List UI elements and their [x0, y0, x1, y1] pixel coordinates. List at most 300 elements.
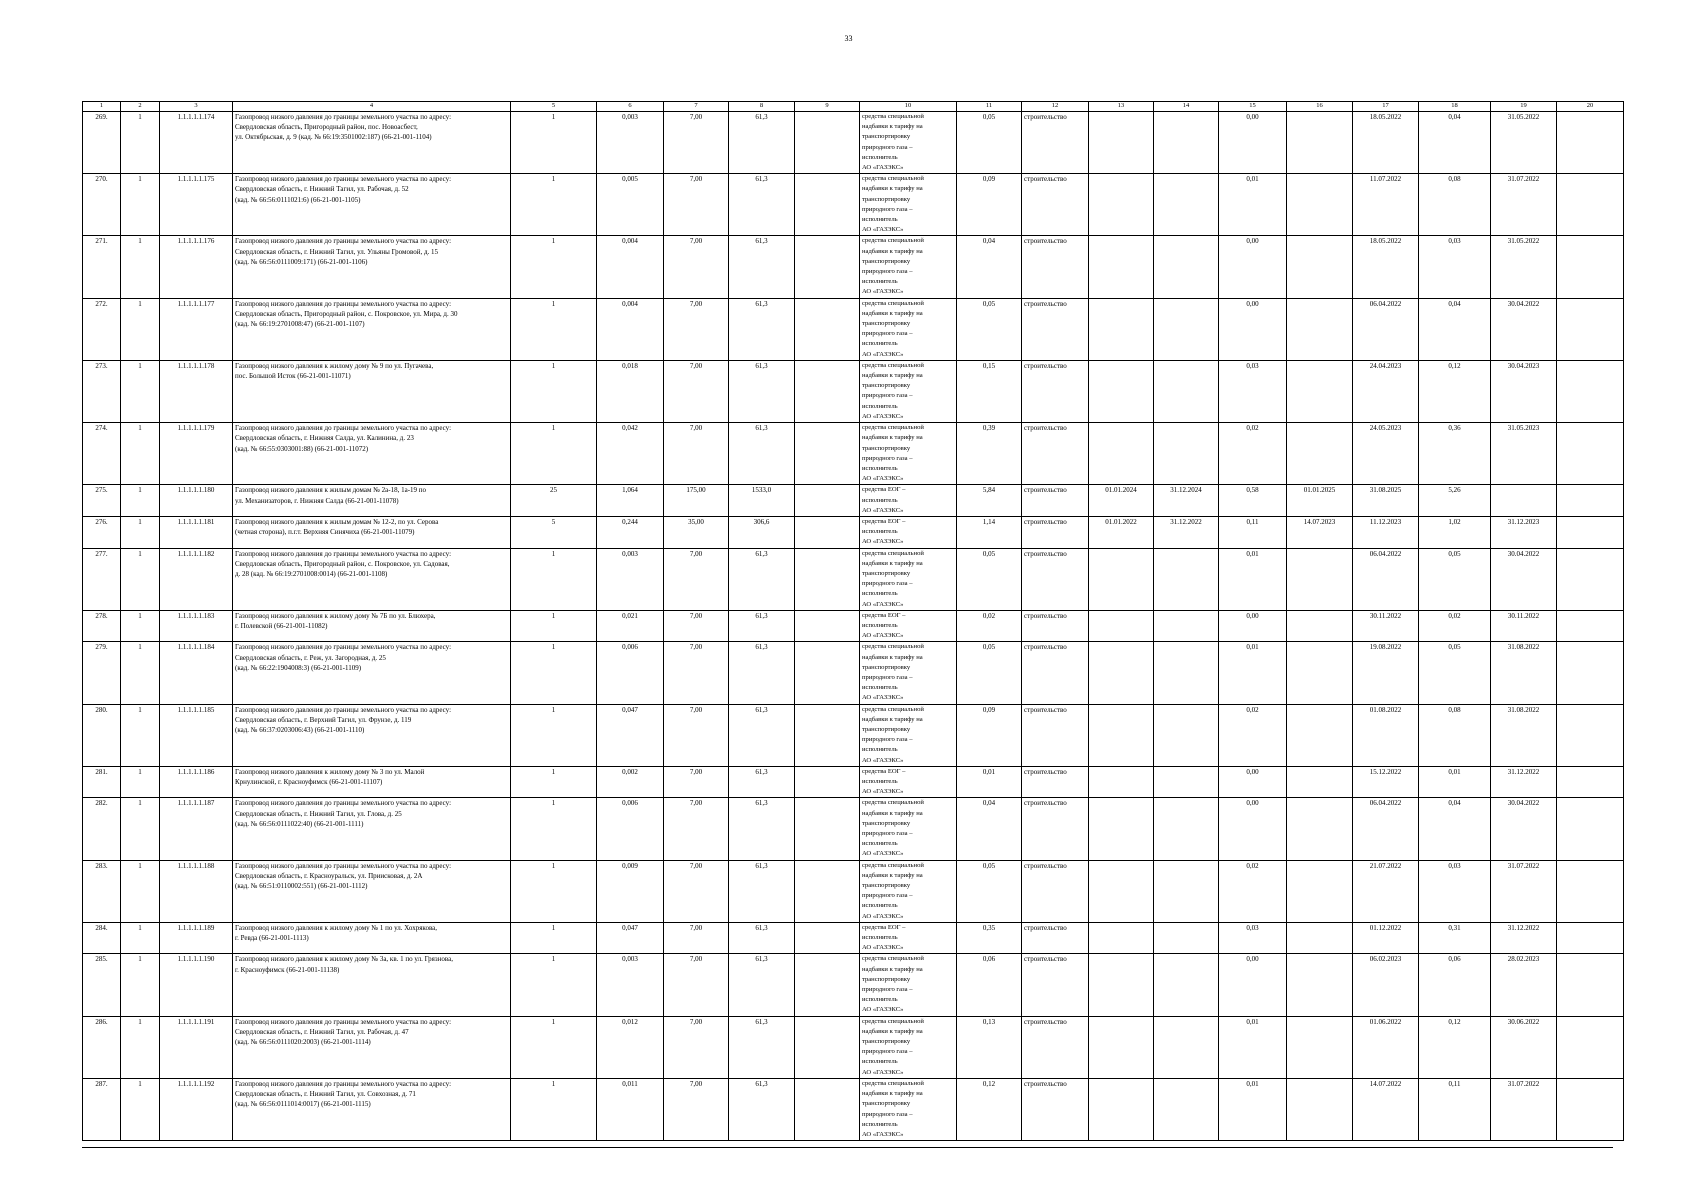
col-18-value: 0,08 — [1419, 704, 1491, 766]
col-17-date: 30.11.2022 — [1353, 610, 1419, 642]
col-14-date — [1154, 798, 1219, 860]
col-13-date — [1089, 423, 1154, 485]
col-7-value: 7,00 — [664, 1078, 729, 1140]
project-code: 1.1.1.1.1.176 — [160, 236, 233, 298]
col-7-value: 7,00 — [664, 642, 729, 704]
col-8-value: 61,3 — [729, 954, 795, 1016]
col-16-date — [1287, 174, 1353, 236]
project-description: Газопровод низкого давления до границы земельного участка по адресу: Свердловская область, г. Нижняя Салда, ул. Калинина, д. 23 (кад. № 66:55:0303001:88) (66-21-001-11072) — [233, 423, 511, 485]
project-code: 1.1.1.1.1.181 — [160, 516, 233, 548]
financing-source: средства специальной надбавки к тарифу на транспортировку природного газа – исполнитель АО «ГАЗЭКС» — [860, 1078, 957, 1140]
work-type: строительство — [1022, 298, 1089, 360]
col-18-value: 0,36 — [1419, 423, 1491, 485]
col-7-value: 7,00 — [664, 112, 729, 174]
project-code: 1.1.1.1.1.179 — [160, 423, 233, 485]
work-type: строительство — [1022, 704, 1089, 766]
project-code: 1.1.1.1.1.192 — [160, 1078, 233, 1140]
col-14-date — [1154, 174, 1219, 236]
col-5-value: 1 — [511, 423, 597, 485]
work-type: строительство — [1022, 548, 1089, 610]
project-description: Газопровод низкого давления к жилым домам № 2а-18, 1а-19 по ул. Механизаторов, г. Нижняя Салда (66-21-001-11078) — [233, 485, 511, 517]
col-16-date — [1287, 1078, 1353, 1140]
col-9-value — [795, 174, 860, 236]
col-17-date: 31.08.2025 — [1353, 485, 1419, 517]
col-9-value — [795, 548, 860, 610]
column-header-19: 19 — [1491, 102, 1557, 112]
col-8-value: 61,3 — [729, 298, 795, 360]
row-number: 276. — [83, 516, 121, 548]
row-number: 275. — [83, 485, 121, 517]
col-15-value: 0,02 — [1219, 704, 1287, 766]
col-2-value: 1 — [121, 360, 160, 422]
row-number: 280. — [83, 704, 121, 766]
col-18-value: 0,11 — [1419, 1078, 1491, 1140]
col-11-value: 0,09 — [957, 174, 1022, 236]
col-13-date — [1089, 548, 1154, 610]
col-9-value — [795, 485, 860, 517]
col-2-value: 1 — [121, 112, 160, 174]
project-description: Газопровод низкого давления к жилому дому № 9 по ул. Пугачева, пос. Большой Исток (66-21-001-11071) — [233, 360, 511, 422]
row-number: 287. — [83, 1078, 121, 1140]
col-13-date — [1089, 112, 1154, 174]
column-header-12: 12 — [1022, 102, 1089, 112]
col-15-value: 0,00 — [1219, 766, 1287, 798]
col-5-value: 1 — [511, 174, 597, 236]
financing-source: средства ЕОГ – исполнитель АО «ГАЗЭКС» — [860, 766, 957, 798]
col-11-value: 0,06 — [957, 954, 1022, 1016]
row-number: 285. — [83, 954, 121, 1016]
col-15-value: 0,00 — [1219, 610, 1287, 642]
col-19-date: 31.08.2022 — [1491, 642, 1557, 704]
row-number: 283. — [83, 860, 121, 922]
col-6-value: 0,006 — [597, 642, 664, 704]
col-11-value: 0,01 — [957, 766, 1022, 798]
col-20-value — [1557, 610, 1624, 642]
work-type: строительство — [1022, 922, 1089, 954]
project-description: Газопровод низкого давления до границы земельного участка по адресу: Свердловская область, г. Красноуральск, ул. Приисковая, д. 2А (кад. № 66:51:0110002:551) (66-21-001-1112) — [233, 860, 511, 922]
financing-source: средства специальной надбавки к тарифу на транспортировку природного газа – исполнитель АО «ГАЗЭКС» — [860, 548, 957, 610]
col-19-date: 30.04.2022 — [1491, 298, 1557, 360]
col-19-date: 30.11.2022 — [1491, 610, 1557, 642]
col-16-date — [1287, 704, 1353, 766]
work-type: строительство — [1022, 485, 1089, 517]
col-11-value: 0,05 — [957, 642, 1022, 704]
work-type: строительство — [1022, 1078, 1089, 1140]
col-20-value — [1557, 642, 1624, 704]
table-row — [83, 704, 1624, 766]
work-type: строительство — [1022, 236, 1089, 298]
project-description: Газопровод низкого давления до границы земельного участка по адресу: Свердловская область, Пригородный район, с. Покровское, ул. Мира, д. 30 (кад. № 66:19:2701008:47) (66-21-001-1107) — [233, 298, 511, 360]
col-8-value: 61,3 — [729, 922, 795, 954]
project-description: Газопровод низкого давления к жилому дому № 7Б по ул. Блюхера, г. Полевской (66-21-001-11082) — [233, 610, 511, 642]
col-11-value: 0,04 — [957, 798, 1022, 860]
column-header-10: 10 — [860, 102, 957, 112]
col-9-value — [795, 798, 860, 860]
project-description: Газопровод низкого давления до границы земельного участка по адресу: Свердловская область, г. Нижний Тагил, ул. Ульяны Громовой, д. 15 (кад. № 66:56:0111009:171) (66-21-001-1106) — [233, 236, 511, 298]
col-19-date — [1491, 485, 1557, 517]
col-20-value — [1557, 298, 1624, 360]
financing-source: средства специальной надбавки к тарифу на транспортировку природного газа – исполнитель АО «ГАЗЭКС» — [860, 860, 957, 922]
col-8-value: 61,3 — [729, 112, 795, 174]
column-header-4: 4 — [233, 102, 511, 112]
col-13-date — [1089, 236, 1154, 298]
row-number: 282. — [83, 798, 121, 860]
col-7-value: 7,00 — [664, 1016, 729, 1078]
col-16-date — [1287, 610, 1353, 642]
col-8-value: 61,3 — [729, 766, 795, 798]
col-15-value: 0,03 — [1219, 922, 1287, 954]
col-20-value — [1557, 423, 1624, 485]
work-type: строительство — [1022, 954, 1089, 1016]
col-15-value: 0,02 — [1219, 860, 1287, 922]
col-5-value: 1 — [511, 1016, 597, 1078]
col-19-date: 31.12.2023 — [1491, 516, 1557, 548]
col-11-value: 1,14 — [957, 516, 1022, 548]
project-description: Газопровод низкого давления до границы земельного участка по адресу: Свердловская область, г. Реж, ул. Загородная, д. 25 (кад. № 66:22:1904008:3) (66-21-001-1109) — [233, 642, 511, 704]
table-row — [83, 360, 1624, 422]
column-header-20: 20 — [1557, 102, 1624, 112]
col-6-value: 0,005 — [597, 174, 664, 236]
project-code: 1.1.1.1.1.177 — [160, 298, 233, 360]
col-9-value — [795, 236, 860, 298]
project-description: Газопровод низкого давления до границы земельного участка по адресу: Свердловская область, г. Нижний Тагил, ул. Совхозная, д. 71 (кад. № 66:56:0111014:0017) (66-21-001-1115) — [233, 1078, 511, 1140]
col-14-date — [1154, 236, 1219, 298]
col-16-date — [1287, 922, 1353, 954]
column-header-3: 3 — [160, 102, 233, 112]
col-18-value: 0,01 — [1419, 766, 1491, 798]
project-description: Газопровод низкого давления до границы земельного участка по адресу: Свердловская область, г. Нижний Тагил, ул. Глова, д. 25 (кад. № 66:56:0111022:40) (66-21-001-1111) — [233, 798, 511, 860]
column-header-17: 17 — [1353, 102, 1419, 112]
col-18-value: 0,03 — [1419, 236, 1491, 298]
col-14-date: 31.12.2024 — [1154, 485, 1219, 517]
table-body — [83, 102, 1624, 1141]
work-type: строительство — [1022, 860, 1089, 922]
financing-source: средства ЕОГ – исполнитель АО «ГАЗЭКС» — [860, 610, 957, 642]
col-16-date: 01.01.2025 — [1287, 485, 1353, 517]
col-20-value — [1557, 922, 1624, 954]
financing-source: средства специальной надбавки к тарифу на транспортировку природного газа – исполнитель АО «ГАЗЭКС» — [860, 704, 957, 766]
col-17-date: 15.12.2022 — [1353, 766, 1419, 798]
col-9-value — [795, 704, 860, 766]
col-8-value: 61,3 — [729, 236, 795, 298]
col-17-date: 06.04.2022 — [1353, 298, 1419, 360]
column-header-14: 14 — [1154, 102, 1219, 112]
col-5-value: 1 — [511, 112, 597, 174]
col-17-date: 11.07.2022 — [1353, 174, 1419, 236]
column-header-6: 6 — [597, 102, 664, 112]
col-5-value: 1 — [511, 360, 597, 422]
project-code: 1.1.1.1.1.188 — [160, 860, 233, 922]
col-16-date — [1287, 798, 1353, 860]
project-code: 1.1.1.1.1.191 — [160, 1016, 233, 1078]
col-13-date — [1089, 610, 1154, 642]
col-18-value: 5,26 — [1419, 485, 1491, 517]
col-9-value — [795, 860, 860, 922]
col-20-value — [1557, 548, 1624, 610]
col-19-date: 31.12.2022 — [1491, 766, 1557, 798]
table-row — [83, 174, 1624, 236]
col-18-value: 0,08 — [1419, 174, 1491, 236]
col-8-value: 61,3 — [729, 642, 795, 704]
col-18-value: 0,31 — [1419, 922, 1491, 954]
project-code: 1.1.1.1.1.182 — [160, 548, 233, 610]
col-17-date: 24.04.2023 — [1353, 360, 1419, 422]
col-20-value — [1557, 1078, 1624, 1140]
col-11-value: 0,09 — [957, 704, 1022, 766]
col-7-value: 7,00 — [664, 954, 729, 1016]
table-row — [83, 610, 1624, 642]
col-13-date — [1089, 954, 1154, 1016]
col-6-value: 0,021 — [597, 610, 664, 642]
col-14-date — [1154, 766, 1219, 798]
col-14-date — [1154, 954, 1219, 1016]
col-14-date — [1154, 298, 1219, 360]
col-5-value: 1 — [511, 766, 597, 798]
col-2-value: 1 — [121, 548, 160, 610]
work-type: строительство — [1022, 423, 1089, 485]
column-header-16: 16 — [1287, 102, 1353, 112]
col-6-value: 0,004 — [597, 236, 664, 298]
col-15-value: 0,01 — [1219, 1016, 1287, 1078]
col-6-value: 0,011 — [597, 1078, 664, 1140]
table-row — [83, 548, 1624, 610]
table-row — [83, 236, 1624, 298]
project-code: 1.1.1.1.1.186 — [160, 766, 233, 798]
col-13-date — [1089, 704, 1154, 766]
col-6-value: 0,244 — [597, 516, 664, 548]
col-2-value: 1 — [121, 954, 160, 1016]
project-code: 1.1.1.1.1.175 — [160, 174, 233, 236]
financing-source: средства ЕОГ – исполнитель АО «ГАЗЭКС» — [860, 485, 957, 517]
col-9-value — [795, 1016, 860, 1078]
col-8-value: 61,3 — [729, 1016, 795, 1078]
financing-source: средства специальной надбавки к тарифу на транспортировку природного газа – исполнитель АО «ГАЗЭКС» — [860, 236, 957, 298]
col-5-value: 25 — [511, 485, 597, 517]
col-2-value: 1 — [121, 298, 160, 360]
col-2-value: 1 — [121, 766, 160, 798]
col-13-date — [1089, 766, 1154, 798]
col-7-value: 175,00 — [664, 485, 729, 517]
col-20-value — [1557, 954, 1624, 1016]
col-8-value: 61,3 — [729, 704, 795, 766]
project-description: Газопровод низкого давления до границы земельного участка по адресу: Свердловская область, г. Нижний Тагил, ул. Рабочая, д. 47 (кад. № 66:56:0111020:2003) (66-21-001-1114) — [233, 1016, 511, 1078]
project-code: 1.1.1.1.1.187 — [160, 798, 233, 860]
col-5-value: 1 — [511, 548, 597, 610]
col-13-date — [1089, 298, 1154, 360]
project-code: 1.1.1.1.1.185 — [160, 704, 233, 766]
col-11-value: 5,84 — [957, 485, 1022, 517]
financing-source: средства ЕОГ – исполнитель АО «ГАЗЭКС» — [860, 922, 957, 954]
col-15-value: 0,00 — [1219, 236, 1287, 298]
col-2-value: 1 — [121, 610, 160, 642]
col-2-value: 1 — [121, 704, 160, 766]
col-17-date: 18.05.2022 — [1353, 112, 1419, 174]
work-type: строительство — [1022, 610, 1089, 642]
project-description: Газопровод низкого давления к жилым домам № 12-2, по ул. Серова (четная сторона), п.г.т. Верхняя Синячиха (66-21-001-11079) — [233, 516, 511, 548]
col-18-value: 0,02 — [1419, 610, 1491, 642]
project-code: 1.1.1.1.1.189 — [160, 922, 233, 954]
col-7-value: 7,00 — [664, 704, 729, 766]
col-8-value: 61,3 — [729, 610, 795, 642]
table-row — [83, 766, 1624, 798]
col-9-value — [795, 112, 860, 174]
row-number: 284. — [83, 922, 121, 954]
row-number: 272. — [83, 298, 121, 360]
col-14-date: 31.12.2022 — [1154, 516, 1219, 548]
col-13-date — [1089, 642, 1154, 704]
col-16-date — [1287, 860, 1353, 922]
col-11-value: 0,05 — [957, 860, 1022, 922]
col-8-value: 306,6 — [729, 516, 795, 548]
column-header-2: 2 — [121, 102, 160, 112]
project-description: Газопровод низкого давления к жилому дому № 3 по ул. Малой Крнулинской, г. Красноуфимск (66-21-001-11107) — [233, 766, 511, 798]
col-9-value — [795, 360, 860, 422]
col-17-date: 11.12.2023 — [1353, 516, 1419, 548]
page-number: 33 — [844, 34, 853, 43]
col-2-value: 1 — [121, 922, 160, 954]
col-14-date — [1154, 423, 1219, 485]
row-number: 274. — [83, 423, 121, 485]
col-6-value: 0,002 — [597, 766, 664, 798]
work-type: строительство — [1022, 1016, 1089, 1078]
col-16-date — [1287, 766, 1353, 798]
col-18-value: 1,02 — [1419, 516, 1491, 548]
work-type: строительство — [1022, 112, 1089, 174]
col-15-value: 0,00 — [1219, 954, 1287, 1016]
col-8-value: 61,3 — [729, 1078, 795, 1140]
col-14-date — [1154, 642, 1219, 704]
column-header-9: 9 — [795, 102, 860, 112]
col-13-date — [1089, 860, 1154, 922]
work-type: строительство — [1022, 766, 1089, 798]
financing-source: средства специальной надбавки к тарифу на транспортировку природного газа – исполнитель АО «ГАЗЭКС» — [860, 1016, 957, 1078]
col-7-value: 7,00 — [664, 360, 729, 422]
col-9-value — [795, 298, 860, 360]
col-11-value: 0,04 — [957, 236, 1022, 298]
col-18-value: 0,04 — [1419, 298, 1491, 360]
column-header-11: 11 — [957, 102, 1022, 112]
col-5-value: 1 — [511, 236, 597, 298]
col-6-value: 0,047 — [597, 922, 664, 954]
col-18-value: 0,04 — [1419, 798, 1491, 860]
col-16-date — [1287, 954, 1353, 1016]
col-2-value: 1 — [121, 1078, 160, 1140]
col-15-value: 0,00 — [1219, 112, 1287, 174]
col-20-value — [1557, 485, 1624, 517]
col-20-value — [1557, 766, 1624, 798]
col-8-value: 61,3 — [729, 548, 795, 610]
col-17-date: 24.05.2023 — [1353, 423, 1419, 485]
col-2-value: 1 — [121, 174, 160, 236]
col-11-value: 0,15 — [957, 360, 1022, 422]
col-11-value: 0,12 — [957, 1078, 1022, 1140]
column-header-8: 8 — [729, 102, 795, 112]
col-9-value — [795, 766, 860, 798]
financing-source: средства специальной надбавки к тарифу на транспортировку природного газа – исполнитель АО «ГАЗЭКС» — [860, 423, 957, 485]
col-18-value: 0,03 — [1419, 860, 1491, 922]
col-9-value — [795, 642, 860, 704]
col-18-value: 0,12 — [1419, 360, 1491, 422]
row-number: 277. — [83, 548, 121, 610]
col-19-date: 31.05.2023 — [1491, 423, 1557, 485]
col-16-date — [1287, 236, 1353, 298]
col-18-value: 0,05 — [1419, 642, 1491, 704]
col-17-date: 18.05.2022 — [1353, 236, 1419, 298]
col-7-value: 35,00 — [664, 516, 729, 548]
col-15-value: 0,58 — [1219, 485, 1287, 517]
table-row — [83, 423, 1624, 485]
col-18-value: 0,04 — [1419, 112, 1491, 174]
col-17-date: 06.02.2023 — [1353, 954, 1419, 1016]
table-row — [83, 798, 1624, 860]
col-14-date — [1154, 610, 1219, 642]
col-19-date: 30.04.2022 — [1491, 798, 1557, 860]
col-20-value — [1557, 174, 1624, 236]
col-8-value: 61,3 — [729, 423, 795, 485]
col-5-value: 1 — [511, 860, 597, 922]
col-7-value: 7,00 — [664, 298, 729, 360]
col-19-date: 30.06.2022 — [1491, 1016, 1557, 1078]
project-code: 1.1.1.1.1.174 — [160, 112, 233, 174]
col-19-date: 31.12.2022 — [1491, 922, 1557, 954]
col-13-date — [1089, 1016, 1154, 1078]
col-11-value: 0,39 — [957, 423, 1022, 485]
col-9-value — [795, 610, 860, 642]
financing-source: средства специальной надбавки к тарифу на транспортировку природного газа – исполнитель АО «ГАЗЭКС» — [860, 360, 957, 422]
col-7-value: 7,00 — [664, 766, 729, 798]
table-row — [83, 1078, 1624, 1140]
column-header-15: 15 — [1219, 102, 1287, 112]
col-17-date: 01.12.2022 — [1353, 922, 1419, 954]
column-header-5: 5 — [511, 102, 597, 112]
col-15-value: 0,11 — [1219, 516, 1287, 548]
col-5-value: 1 — [511, 954, 597, 1016]
table-row — [83, 922, 1624, 954]
col-5-value: 1 — [511, 1078, 597, 1140]
column-number-header — [83, 102, 1624, 112]
table-row — [83, 860, 1624, 922]
financing-source: средства специальной надбавки к тарифу на транспортировку природного газа – исполнитель АО «ГАЗЭКС» — [860, 798, 957, 860]
col-2-value: 1 — [121, 860, 160, 922]
col-16-date: 14.07.2023 — [1287, 516, 1353, 548]
col-5-value: 1 — [511, 610, 597, 642]
col-6-value: 0,006 — [597, 798, 664, 860]
col-20-value — [1557, 860, 1624, 922]
table-row — [83, 1016, 1624, 1078]
col-20-value — [1557, 236, 1624, 298]
col-17-date: 01.06.2022 — [1353, 1016, 1419, 1078]
project-description: Газопровод низкого давления до границы земельного участка по адресу: Свердловская область, Пригородный район, с. Покровское, ул. Садовая, д. 28 (кад. № 66:19:2701008:0014) (66-21-001-1108) — [233, 548, 511, 610]
col-13-date — [1089, 360, 1154, 422]
col-19-date: 30.04.2023 — [1491, 360, 1557, 422]
table-row — [83, 516, 1624, 548]
col-16-date — [1287, 298, 1353, 360]
col-13-date: 01.01.2024 — [1089, 485, 1154, 517]
col-15-value: 0,00 — [1219, 798, 1287, 860]
col-16-date — [1287, 423, 1353, 485]
col-11-value: 0,05 — [957, 298, 1022, 360]
col-8-value: 61,3 — [729, 360, 795, 422]
col-15-value: 0,03 — [1219, 360, 1287, 422]
col-15-value: 0,01 — [1219, 548, 1287, 610]
col-6-value: 0,004 — [597, 298, 664, 360]
col-16-date — [1287, 642, 1353, 704]
col-20-value — [1557, 360, 1624, 422]
col-9-value — [795, 423, 860, 485]
col-6-value: 0,047 — [597, 704, 664, 766]
col-8-value: 61,3 — [729, 798, 795, 860]
financing-source: средства ЕОГ – исполнитель АО «ГАЗЭКС» — [860, 516, 957, 548]
